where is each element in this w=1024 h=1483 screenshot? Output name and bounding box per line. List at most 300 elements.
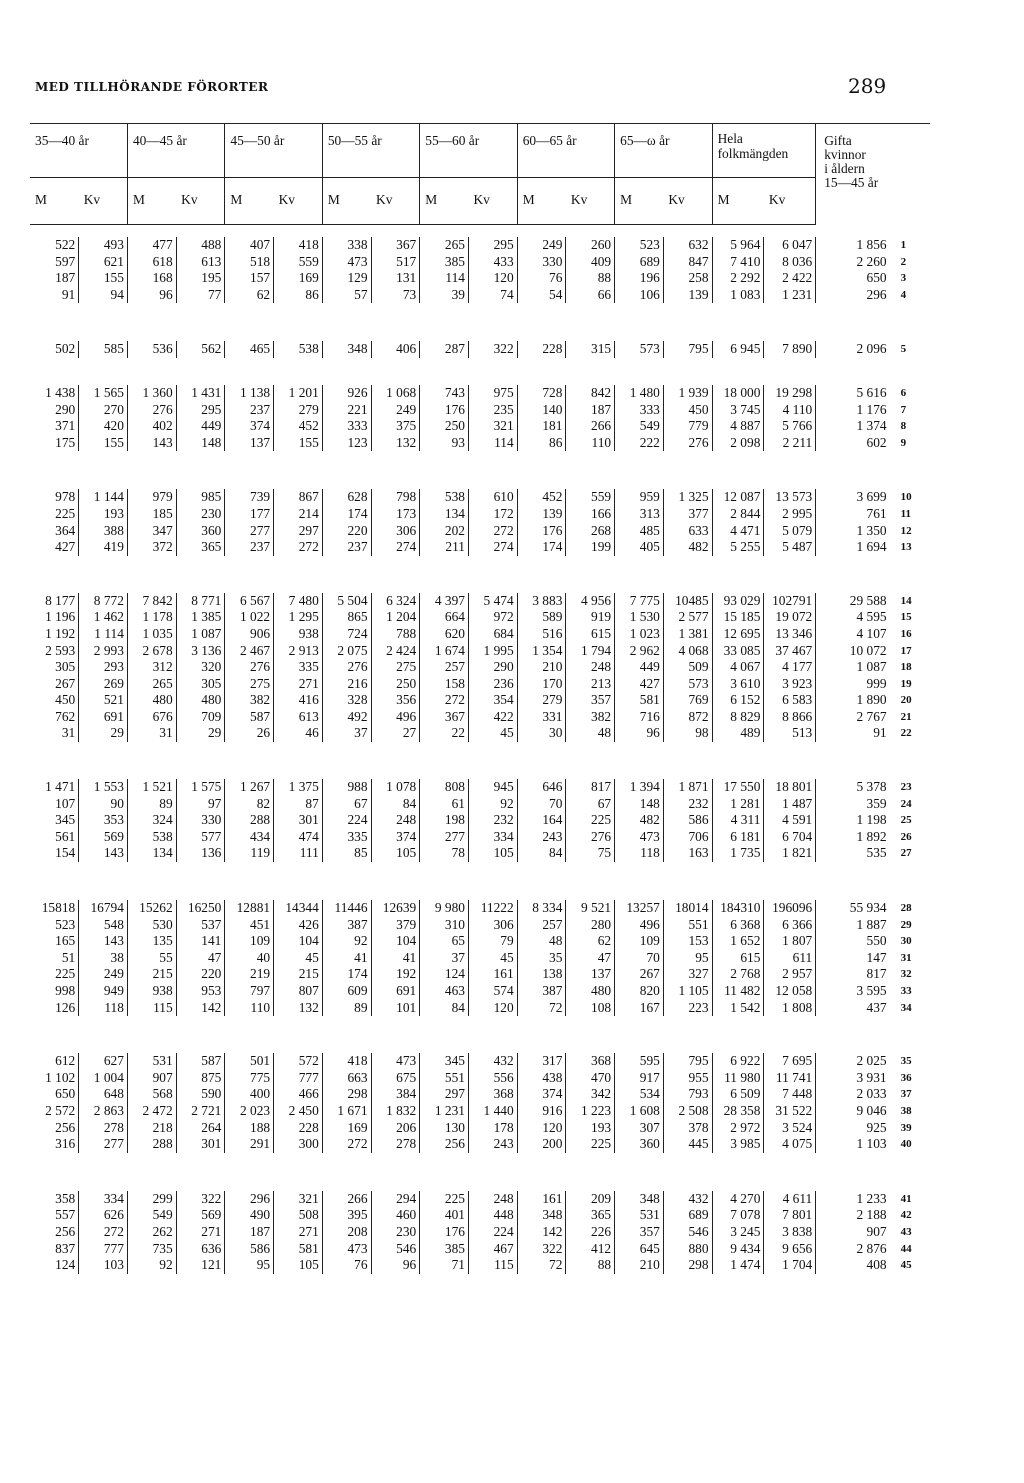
table-cell: 271	[274, 676, 323, 693]
table-cell: 769	[663, 692, 712, 709]
subheader-men: M	[712, 178, 764, 225]
cell-hela: 9 434	[712, 1241, 764, 1258]
table-cell: 664	[420, 609, 469, 626]
subheader-women: Kv	[468, 178, 517, 225]
table-cell: 103	[79, 1257, 128, 1274]
table-cell: 347	[127, 523, 176, 540]
table-cell: 919	[566, 609, 615, 626]
table-cell: 364	[30, 523, 79, 540]
table-cell: 2 721	[176, 1103, 225, 1120]
table-cell: 176	[517, 523, 566, 540]
table-cell: 228	[517, 341, 566, 358]
table-cell: 627	[79, 1053, 128, 1070]
row-number: 39	[900, 1121, 912, 1134]
table-cell: 735	[127, 1241, 176, 1258]
cell-hela: 13 346	[764, 626, 816, 643]
table-cell: 45	[468, 725, 517, 742]
page-number: 289	[848, 74, 887, 98]
table-cell: 538	[127, 829, 176, 846]
table-cell: 237	[225, 402, 274, 419]
table-cell: 306	[371, 523, 420, 540]
table-cell: 434	[225, 829, 274, 846]
cell-gifta: 550	[866, 933, 887, 949]
table-cell: 137	[225, 435, 274, 452]
row-number: 29	[900, 918, 912, 931]
table-cell: 345	[30, 812, 79, 829]
cell-hela: 6 945	[712, 341, 764, 358]
table-cell: 2 508	[663, 1103, 712, 1120]
table-cell: 531	[127, 1053, 176, 1070]
table-cell: 367	[420, 709, 469, 726]
table-cell: 89	[322, 1000, 371, 1017]
table-row	[30, 418, 930, 435]
table-cell: 1 553	[79, 779, 128, 796]
cell-gifta: 1 890	[856, 692, 887, 708]
table-cell: 523	[615, 237, 664, 254]
table-cell: 743	[420, 385, 469, 402]
cell-hela: 12 695	[712, 626, 764, 643]
cell-gifta: 1 233	[856, 1190, 887, 1206]
table-cell: 8 772	[79, 593, 128, 610]
table-cell: 174	[517, 539, 566, 556]
table-row	[30, 270, 930, 287]
table-cell: 124	[30, 1257, 79, 1274]
table-cell: 371	[30, 418, 79, 435]
table-cell: 266	[322, 1191, 371, 1208]
table-row	[30, 779, 930, 796]
cell-hela: 3 610	[712, 676, 764, 693]
table-cell: 1 144	[79, 489, 128, 506]
table-row	[30, 983, 930, 1000]
table-cell: 274	[371, 539, 420, 556]
table-cell: 249	[517, 237, 566, 254]
table-cell: 260	[566, 237, 615, 254]
table-cell: 621	[79, 254, 128, 271]
table-cell: 93	[420, 435, 469, 452]
cell-hela: 2 422	[764, 270, 816, 287]
table-cell: 1 360	[127, 385, 176, 402]
cell-hela: 1 474	[712, 1257, 764, 1274]
table-cell: 235	[468, 402, 517, 419]
cell-gifta: 3 931	[856, 1069, 887, 1085]
table-cell: 536	[127, 341, 176, 358]
table-cell: 131	[371, 270, 420, 287]
cell-gifta: 2 025	[856, 1053, 887, 1069]
cell-gifta: 907	[866, 1223, 887, 1239]
table-cell: 618	[127, 254, 176, 271]
cell-gifta: 1 374	[856, 418, 887, 434]
table-cell: 546	[663, 1224, 712, 1241]
table-cell: 865	[322, 609, 371, 626]
table-cell: 294	[371, 1191, 420, 1208]
table-row	[30, 676, 930, 693]
table-cell: 377	[663, 506, 712, 523]
table-cell: 502	[30, 341, 79, 358]
table-cell: 1 295	[274, 609, 323, 626]
table-row	[30, 1241, 930, 1258]
cell-gifta: 3 595	[856, 983, 887, 998]
table-cell: 143	[79, 933, 128, 950]
cell-gifta: 91	[873, 725, 887, 741]
table-cell: 586	[225, 1241, 274, 1258]
row-number: 3	[900, 272, 907, 285]
table-cell: 427	[615, 676, 664, 693]
rownum-header-spacer	[897, 124, 930, 225]
table-row	[30, 709, 930, 726]
cell-hela: 8 829	[712, 709, 764, 726]
table-cell: 90	[79, 796, 128, 813]
table-cell: 16794	[79, 900, 128, 917]
table-cell: 271	[274, 1224, 323, 1241]
table-cell: 277	[420, 829, 469, 846]
table-cell: 348	[615, 1191, 664, 1208]
table-cell: 645	[615, 1241, 664, 1258]
table-cell: 2 075	[322, 643, 371, 660]
header-age-55-60: 55—60 år	[420, 124, 517, 178]
table-cell: 295	[468, 237, 517, 254]
table-cell: 906	[225, 626, 274, 643]
table-cell: 2 450	[274, 1103, 323, 1120]
table-cell: 276	[566, 829, 615, 846]
table-cell: 313	[615, 506, 664, 523]
table-row	[30, 626, 930, 643]
table-cell: 301	[176, 1136, 225, 1153]
table-cell: 1 022	[225, 609, 274, 626]
table-cell: 402	[127, 418, 176, 435]
table-cell: 1 794	[566, 643, 615, 660]
table-cell: 1 438	[30, 385, 79, 402]
table-cell: 358	[30, 1191, 79, 1208]
table-cell: 232	[663, 796, 712, 813]
table-cell: 795	[663, 1053, 712, 1070]
table-cell: 84	[420, 1000, 469, 1017]
table-cell: 38	[79, 950, 128, 967]
row-number: 43	[900, 1225, 912, 1238]
table-cell: 975	[468, 385, 517, 402]
table-cell: 272	[322, 1136, 371, 1153]
cell-hela: 3 985	[712, 1136, 764, 1153]
cell-hela: 6 704	[764, 829, 816, 846]
table-cell: 418	[274, 237, 323, 254]
table-row	[30, 659, 930, 676]
table-cell: 65	[420, 933, 469, 950]
table-cell: 451	[225, 917, 274, 934]
table-cell: 477	[127, 237, 176, 254]
table-cell: 762	[30, 709, 79, 726]
table-cell: 275	[225, 676, 274, 693]
table-cell: 96	[615, 725, 664, 742]
table-cell: 188	[225, 1120, 274, 1137]
cell-hela: 9 656	[764, 1241, 816, 1258]
cell-gifta: 1 350	[856, 522, 887, 538]
table-cell: 368	[566, 1053, 615, 1070]
cell-hela: 6 583	[764, 692, 816, 709]
table-cell: 296	[225, 1191, 274, 1208]
table-cell: 267	[30, 676, 79, 693]
table-cell: 1 354	[517, 643, 566, 660]
table-cell: 450	[30, 692, 79, 709]
table-row	[30, 341, 930, 358]
table-cell: 374	[517, 1086, 566, 1103]
table-cell: 134	[420, 506, 469, 523]
table-cell: 9 521	[566, 900, 615, 917]
table-cell: 192	[371, 966, 420, 983]
table-cell: 305	[30, 659, 79, 676]
table-cell: 225	[30, 966, 79, 983]
cell-gifta: 535	[866, 845, 887, 861]
table-cell: 278	[371, 1136, 420, 1153]
table-cell: 1 608	[615, 1103, 664, 1120]
table-cell: 1 939	[663, 385, 712, 402]
table-cell: 988	[322, 779, 371, 796]
table-cell: 365	[566, 1207, 615, 1224]
table-cell: 225	[566, 812, 615, 829]
table-cell: 418	[322, 1053, 371, 1070]
gifta-line-2: kvinnor	[824, 147, 866, 162]
table-row	[30, 539, 930, 556]
cell-gifta: 9 046	[856, 1102, 887, 1118]
cell-hela: 15 185	[712, 609, 764, 626]
table-cell: 288	[127, 1136, 176, 1153]
table-cell: 1 223	[566, 1103, 615, 1120]
table-cell: 138	[517, 966, 566, 983]
table-cell: 79	[468, 933, 517, 950]
table-cell: 92	[468, 796, 517, 813]
table-cell: 315	[566, 341, 615, 358]
table-cell: 187	[30, 270, 79, 287]
table-cell: 126	[30, 1000, 79, 1017]
table-cell: 62	[225, 287, 274, 304]
cell-gifta: 4 107	[856, 625, 887, 641]
header-age-65-omega: 65—ω år	[615, 124, 712, 178]
cell-gifta: 999	[866, 675, 887, 691]
table-cell: 276	[127, 402, 176, 419]
cell-hela: 19 072	[764, 609, 816, 626]
group-spacer-cell	[30, 1153, 930, 1191]
table-cell: 165	[30, 933, 79, 950]
table-cell: 276	[322, 659, 371, 676]
table-cell: 228	[274, 1120, 323, 1137]
group-spacer-cell	[30, 1016, 930, 1053]
cell-hela: 11 980	[712, 1070, 764, 1087]
table-cell: 374	[225, 418, 274, 435]
table-cell: 613	[176, 254, 225, 271]
cell-hela: 31 522	[764, 1103, 816, 1120]
group-spacer	[30, 358, 930, 385]
table-cell: 1 068	[371, 385, 420, 402]
table-cell: 492	[322, 709, 371, 726]
table-cell: 676	[127, 709, 176, 726]
table-cell: 1 381	[663, 626, 712, 643]
table-cell: 272	[274, 539, 323, 556]
table-cell: 230	[371, 1224, 420, 1241]
table-cell: 321	[468, 418, 517, 435]
table-cell: 348	[517, 1207, 566, 1224]
table-cell: 384	[371, 1086, 420, 1103]
table-cell: 169	[274, 270, 323, 287]
table-cell: 95	[225, 1257, 274, 1274]
table-cell: 581	[615, 692, 664, 709]
cell-hela: 7 448	[764, 1086, 816, 1103]
table-cell: 219	[225, 966, 274, 983]
table-cell: 586	[663, 812, 712, 829]
table-cell: 243	[517, 829, 566, 846]
table-cell: 518	[225, 254, 274, 271]
group-spacer	[30, 742, 930, 779]
table-cell: 400	[225, 1086, 274, 1103]
table-cell: 248	[468, 1191, 517, 1208]
table-cell: 1 521	[127, 779, 176, 796]
table-cell: 288	[225, 812, 274, 829]
table-cell: 7 842	[127, 593, 176, 610]
table-cell: 119	[225, 845, 274, 862]
table-cell: 155	[79, 270, 128, 287]
table-cell: 1 832	[371, 1103, 420, 1120]
table-cell: 48	[517, 933, 566, 950]
table-cell: 338	[322, 237, 371, 254]
table-cell: 139	[517, 506, 566, 523]
cell-gifta: 408	[866, 1257, 887, 1273]
cell-hela: 17 550	[712, 779, 764, 796]
table-cell: 482	[663, 539, 712, 556]
table-cell: 955	[663, 1070, 712, 1087]
table-cell: 938	[127, 983, 176, 1000]
table-cell: 330	[517, 254, 566, 271]
row-number: 1	[900, 239, 907, 251]
table-cell: 8 771	[176, 593, 225, 610]
cell-hela: 6 509	[712, 1086, 764, 1103]
cell-hela: 19 298	[764, 385, 816, 402]
table-cell: 120	[468, 1000, 517, 1017]
header-age-60-65: 60—65 år	[517, 124, 614, 178]
table-cell: 407	[225, 237, 274, 254]
table-cell: 538	[420, 489, 469, 506]
table-cell: 78	[420, 845, 469, 862]
row-number: 42	[900, 1209, 912, 1222]
row-number: 8	[900, 420, 907, 433]
cell-gifta: 1 198	[856, 812, 887, 828]
row-number: 23	[900, 781, 912, 794]
cell-gifta: 5 616	[856, 384, 887, 400]
table-cell: 872	[663, 709, 712, 726]
group-spacer	[30, 451, 930, 489]
header-age-45-50: 45—50 år	[225, 124, 322, 178]
table-cell: 633	[663, 523, 712, 540]
table-cell: 143	[127, 435, 176, 452]
table-cell: 1 671	[322, 1103, 371, 1120]
table-cell: 531	[615, 1207, 664, 1224]
table-cell: 636	[176, 1241, 225, 1258]
table-cell: 153	[663, 933, 712, 950]
table-cell: 959	[615, 489, 664, 506]
table-cell: 646	[517, 779, 566, 796]
table-cell: 595	[615, 1053, 664, 1070]
table-cell: 84	[517, 845, 566, 862]
table-cell: 142	[517, 1224, 566, 1241]
table-cell: 265	[420, 237, 469, 254]
cell-gifta: 2 876	[856, 1240, 887, 1256]
table-cell: 706	[663, 829, 712, 846]
table-cell: 200	[517, 1136, 566, 1153]
table-cell: 387	[322, 917, 371, 934]
table-cell: 985	[176, 489, 225, 506]
subheader-men: M	[127, 178, 176, 225]
table-cell: 689	[615, 254, 664, 271]
cell-hela: 4 887	[712, 418, 764, 435]
cell-hela: 4 471	[712, 523, 764, 540]
table-cell: 432	[468, 1053, 517, 1070]
row-number: 5	[900, 343, 907, 356]
table-cell: 374	[371, 829, 420, 846]
table-cell: 168	[127, 270, 176, 287]
cell-gifta: 4 595	[856, 609, 887, 625]
table-cell: 226	[566, 1224, 615, 1241]
table-cell: 96	[127, 287, 176, 304]
table-cell: 798	[371, 489, 420, 506]
table-row	[30, 845, 930, 862]
cell-hela: 37 467	[764, 643, 816, 660]
table-cell: 1 035	[127, 626, 176, 643]
table-cell: 448	[468, 1207, 517, 1224]
table-cell: 610	[468, 489, 517, 506]
table-cell: 917	[615, 1070, 664, 1087]
table-cell: 41	[322, 950, 371, 967]
table-cell: 301	[274, 812, 323, 829]
cell-hela: 5 487	[764, 539, 816, 556]
group-spacer-cell	[30, 358, 930, 385]
table-cell: 155	[79, 435, 128, 452]
table-cell: 2 962	[615, 643, 664, 660]
cell-gifta: 1 856	[856, 237, 887, 252]
cell-gifta: 650	[866, 270, 887, 286]
table-cell: 22	[420, 725, 469, 742]
table-cell: 867	[274, 489, 323, 506]
table-cell: 1 201	[274, 385, 323, 402]
table-cell: 1 431	[176, 385, 225, 402]
cell-hela: 2 211	[764, 435, 816, 452]
table-cell: 1 480	[615, 385, 664, 402]
table-cell: 426	[274, 917, 323, 934]
table-cell: 516	[517, 626, 566, 643]
table-cell: 35	[517, 950, 566, 967]
table-cell: 551	[420, 1070, 469, 1087]
cell-gifta: 761	[866, 505, 887, 521]
table-cell: 523	[30, 917, 79, 934]
table-row	[30, 506, 930, 523]
table-cell: 1 105	[663, 983, 712, 1000]
table-cell: 367	[371, 237, 420, 254]
table-cell: 493	[79, 237, 128, 254]
table-row	[30, 917, 930, 934]
table-cell: 105	[274, 1257, 323, 1274]
table-cell: 938	[274, 626, 323, 643]
row-number: 16	[900, 627, 912, 640]
table-cell: 460	[371, 1207, 420, 1224]
table-cell: 330	[176, 812, 225, 829]
table-cell: 220	[322, 523, 371, 540]
table-cell: 30	[517, 725, 566, 742]
table-cell: 18014	[663, 900, 712, 917]
table-cell: 612	[30, 1053, 79, 1070]
table-cell: 135	[127, 933, 176, 950]
table-cell: 187	[566, 402, 615, 419]
table-cell: 148	[615, 796, 664, 813]
table-cell: 480	[127, 692, 176, 709]
cell-hela: 1 231	[764, 287, 816, 304]
table-cell: 274	[468, 539, 517, 556]
cell-hela: 5 079	[764, 523, 816, 540]
table-cell: 256	[30, 1224, 79, 1241]
